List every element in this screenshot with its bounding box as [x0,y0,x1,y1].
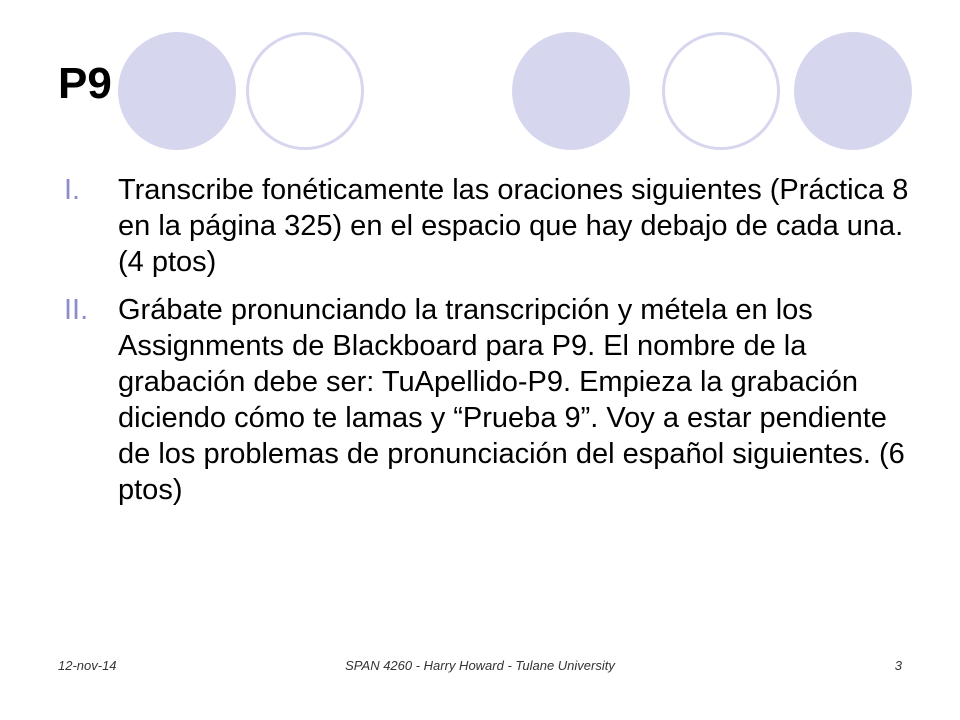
list-item-text: Transcribe fonéticamente las oraciones siguientes (Práctica 8 en la página 325) en el espacio que hay debajo de cada una. (4 ptos) [118,174,909,278]
decorative-circle-3 [794,32,912,150]
roman-numeral-marker: I. [64,174,81,206]
list-item [62,172,922,280]
list-item-text: Grábate pronunciando la transcripción y métela en los Assignments de Blackboard para P9. El nombre de la grabación debe ser: TuApellido-P9. Empieza la grabación diciendo cómo te lamas y “Prueba 9”. Voy a estar pendiente de los problemas de pronunciación del español siguientes. (6 ptos) [118,294,905,506]
slide-title: P9 [58,59,112,108]
decorative-circle-2 [512,32,630,150]
list-item [62,292,922,508]
footer-course-info: SPAN 4260 - Harry Howard - Tulane University [345,658,615,673]
instruction-list [62,172,922,520]
footer-date: 12-nov-14 [58,658,117,673]
decorative-ring-2 [662,32,780,150]
page-number: 3 [894,658,902,673]
decorative-circle-1 [118,32,236,150]
decorative-ring-1 [246,32,364,150]
roman-numeral-marker: II. [64,294,89,326]
